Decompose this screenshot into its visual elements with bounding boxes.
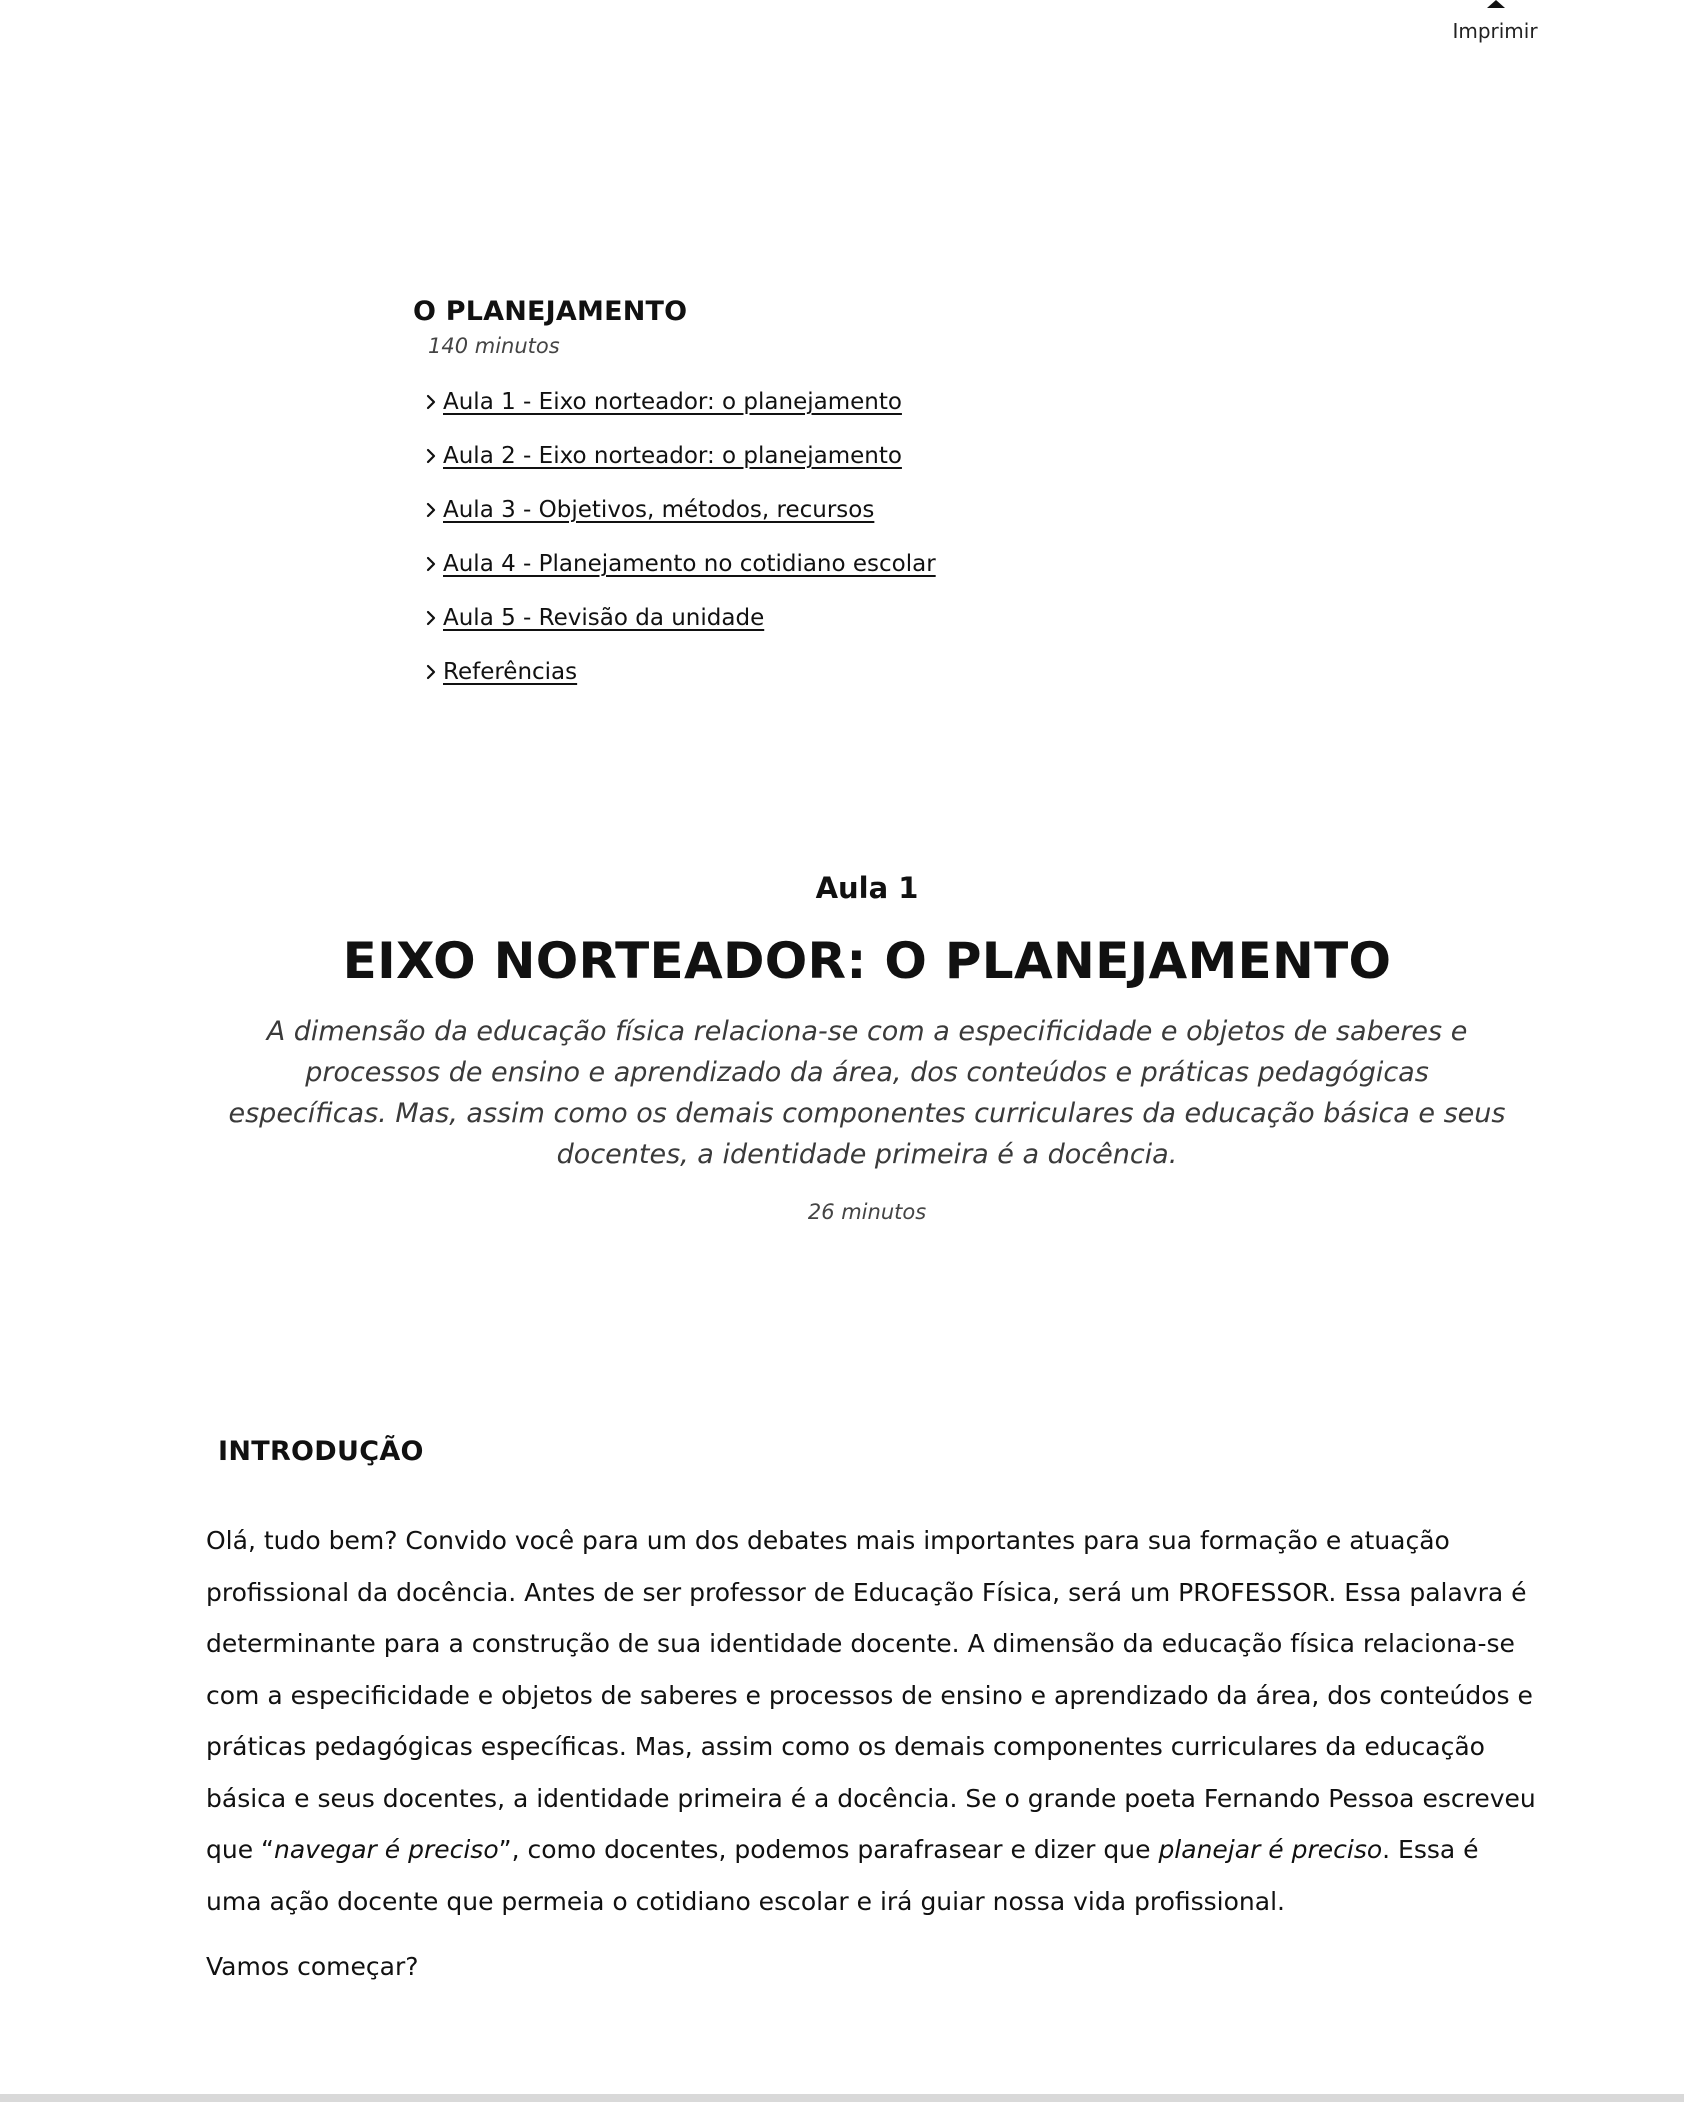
chevron-right-icon xyxy=(423,550,441,578)
references-link[interactable]: Referências xyxy=(443,659,578,685)
bottom-divider xyxy=(0,2094,1684,2102)
lesson-link-1[interactable]: Aula 1 - Eixo norteador: o planejamento xyxy=(443,389,902,415)
lesson-list xyxy=(423,375,1313,699)
lesson-list-item xyxy=(423,375,1313,429)
chevron-right-icon xyxy=(423,604,441,632)
lesson-list-item xyxy=(423,483,1313,537)
unit-summary xyxy=(413,293,1313,699)
unit-title: O PLANEJAMENTO xyxy=(413,296,688,327)
lesson-link-5[interactable]: Aula 5 - Revisão da unidade xyxy=(443,605,765,631)
intro-heading: INTRODUÇÃO xyxy=(218,1436,424,1467)
intro-text-part: . Essa é uma ação docente que permeia o cotidiano escolar e irá guiar nossa vida profissional. xyxy=(206,1835,1479,1916)
lesson-duration: 26 minutos xyxy=(807,1200,927,1224)
lesson-title: EIXO NORTEADOR: O PLANEJAMENTO xyxy=(342,932,1392,990)
intro-emphasis-planejar: planejar é preciso xyxy=(1158,1835,1383,1864)
intro-paragraph xyxy=(206,1515,1536,1927)
lesson-link-2[interactable]: Aula 2 - Eixo norteador: o planejamento xyxy=(443,443,902,469)
chevron-right-icon xyxy=(423,658,441,686)
chevron-up-icon xyxy=(1487,0,1505,8)
lesson-list-item xyxy=(423,591,1313,645)
intro-closing: Vamos começar? xyxy=(206,1952,419,1981)
lesson-header xyxy=(0,867,1684,1227)
lesson-kicker: Aula 1 xyxy=(815,871,919,905)
lesson-summary: A dimensão da educação física relaciona-se com a especificidade e objetos de saberes e processos de ensino e aprendizado da área, dos conteúdos e práticas pedagógicas específicas. Mas, assim como os demais componentes curriculares da educação básica e seus docentes, a identidade primeira é a docência. xyxy=(228,1016,1506,1170)
chevron-right-icon xyxy=(423,388,441,416)
lesson-list-item xyxy=(423,429,1313,483)
chevron-right-icon xyxy=(423,496,441,524)
lesson-list-item xyxy=(423,645,1313,699)
chevron-right-icon xyxy=(423,442,441,470)
lesson-link-4[interactable]: Aula 4 - Planejamento no cotidiano escolar xyxy=(443,551,936,577)
unit-duration: 140 minutos xyxy=(428,334,560,358)
print-button[interactable] xyxy=(1440,0,1550,50)
print-label: Imprimir xyxy=(1452,19,1538,43)
intro-emphasis-navegar: navegar é preciso xyxy=(274,1835,499,1864)
intro-text-part: ”, como docentes, podemos parafrasear e dizer que xyxy=(498,1835,1159,1864)
lesson-link-3[interactable]: Aula 3 - Objetivos, métodos, recursos xyxy=(443,497,875,523)
intro-text-part: Olá, tudo bem? Convido você para um dos debates mais importantes para sua formação e atuação profissional da docência. Antes de ser professor de Educação Física, será um PROFESSOR. Essa palavra é determinante para a construção de sua identidade docente. A dimensão da educação física relaciona-se com a especificidade e objetos de saberes e processos de ensino e aprendizado da área, dos conteúdos e práticas pedagógicas específicas. Mas, assim como os demais componentes curriculares da educação básica e seus docentes, a identidade primeira é a docência. Se o grande poeta Fernando Pessoa escreveu que “ xyxy=(206,1526,1536,1864)
lesson-list-item xyxy=(423,537,1313,591)
